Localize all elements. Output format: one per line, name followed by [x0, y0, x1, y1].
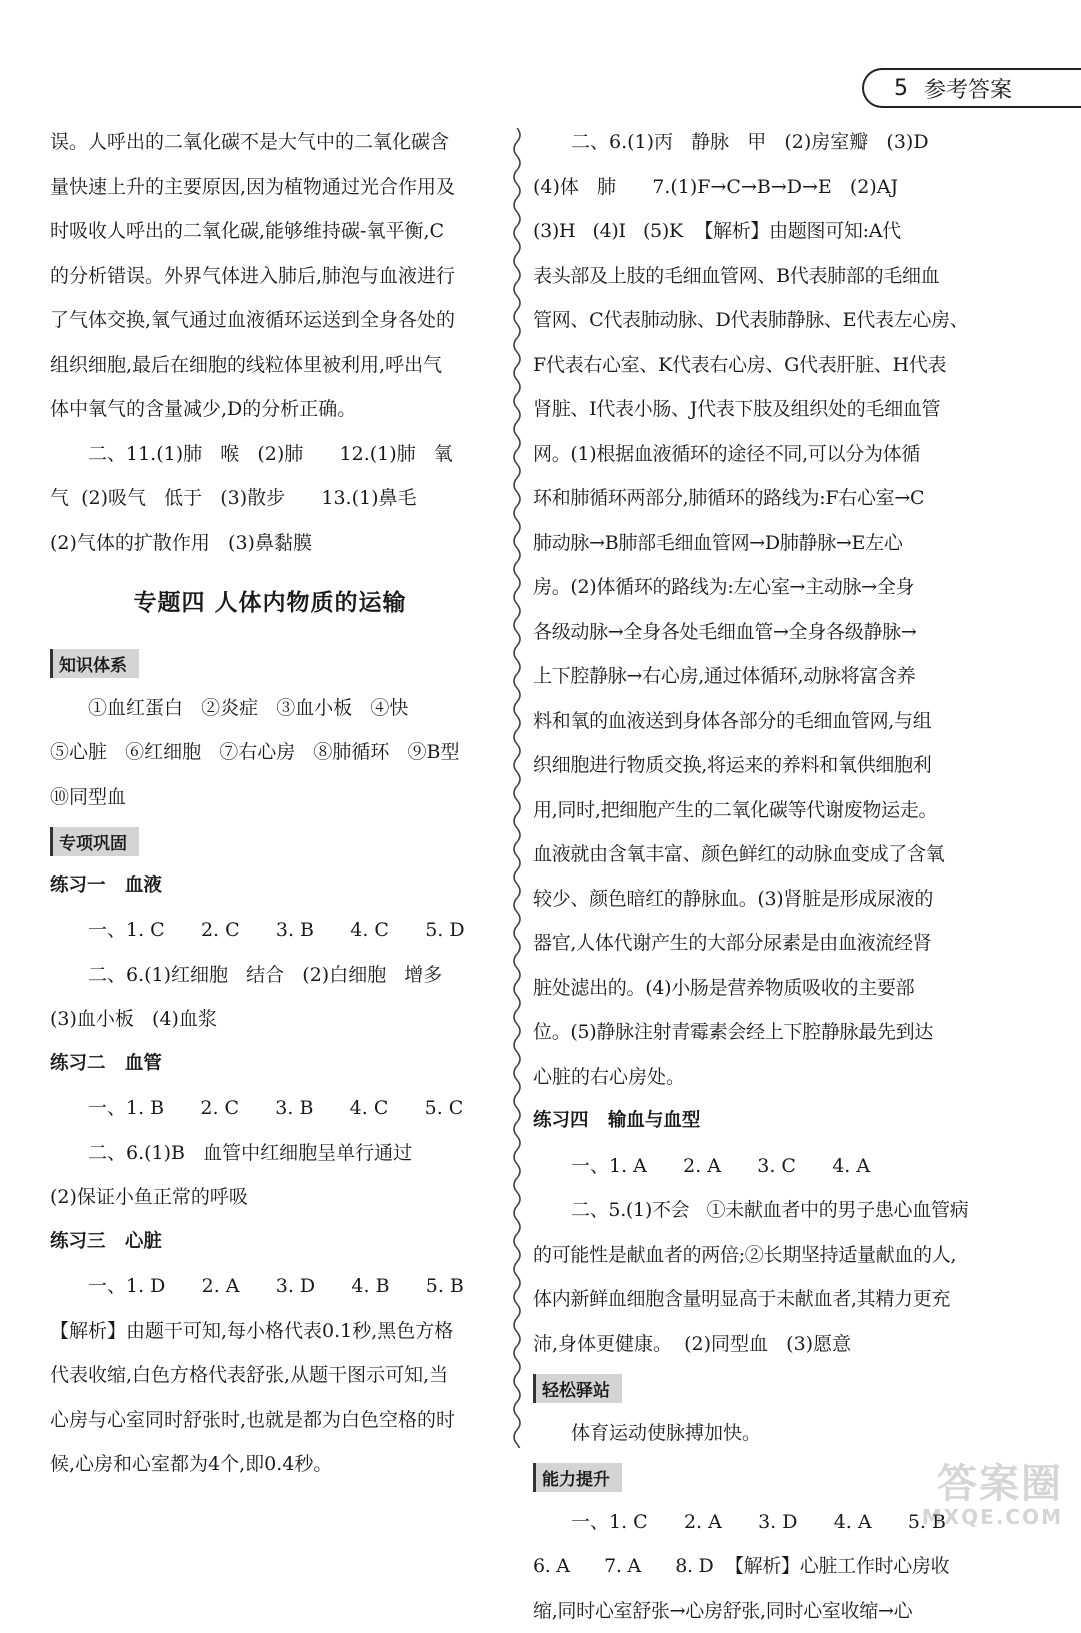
answer-line: (2)保证小鱼正常的呼吸 [50, 1175, 490, 1220]
answer-line: 一、1. B 2. C 3. B 4. C 5. C [50, 1086, 490, 1131]
column-divider [505, 128, 529, 1448]
answer-line: 6. A 7. A 8. D 【解析】心脏工作时心房收 [533, 1544, 983, 1589]
explanation-line: 房。(2)体循环的路线为:左心室→主动脉→全身 [533, 565, 983, 610]
exercise-title: 练习三 心脏 [50, 1220, 490, 1265]
right-column [533, 120, 983, 1633]
answer-line: 一、1. D 2. A 3. D 4. B 5. B [50, 1264, 490, 1309]
answer-line: 一、1. C 2. A 3. D 4. A 5. B [533, 1500, 983, 1545]
answer-line: 二、6.(1)丙 静脉 甲 (2)房室瓣 (3)D [533, 120, 983, 165]
explanation-line: 管网、C代表肺动脉、D代表肺静脉、E代表左心房、 [533, 298, 983, 343]
tag-ability-improvement: 能力提升 [533, 1463, 622, 1492]
text-line: 了气体交换,氧气通过血液循环运送到全身各处的 [50, 298, 490, 343]
knowledge-line: ①血红蛋白 ②炎症 ③血小板 ④快 [50, 686, 490, 731]
answer-line: 二、6.(1)红细胞 结合 (2)白细胞 增多 [50, 953, 490, 998]
page-number: 5 [894, 76, 908, 101]
section-title: 专题四 人体内物质的运输 [50, 565, 490, 641]
explanation-line: 心房与心室同时舒张时,也就是都为白色空格的时 [50, 1398, 490, 1443]
answer-line: 一、1. A 2. A 3. C 4. A [533, 1144, 983, 1189]
watermark-logo-text: 答案圈 [937, 1462, 1063, 1506]
answer-line: 二、6.(1)B 血管中红细胞呈单行通过 [50, 1131, 490, 1176]
answer-line: 二、5.(1)不会 ①未献血者中的男子患心血管病 [533, 1188, 983, 1233]
left-column [50, 120, 490, 1487]
text-line: 的分析错误。外界气体进入肺后,肺泡与血液进行 [50, 254, 490, 299]
explanation-line: 器官,人体代谢产生的大部分尿素是由血液流经肾 [533, 921, 983, 966]
answer-line: 一、1. C 2. C 3. B 4. C 5. D [50, 908, 490, 953]
answer-line: (4)体 肺 7.(1)F→C→B→D→E (2)AJ [533, 165, 983, 210]
answer-line: 体育运动使脉搏加快。 [533, 1411, 983, 1456]
explanation-line: 上下腔静脉→右心房,通过体循环,动脉将富含养 [533, 654, 983, 699]
exercise-title: 练习四 输血与血型 [533, 1099, 983, 1144]
tag-knowledge-system: 知识体系 [50, 649, 139, 678]
answer-line: 的可能性是献血者的两倍;②长期坚持适量献血的人, [533, 1233, 983, 1278]
exercise-title: 练习一 血液 [50, 864, 490, 909]
explanation-line: (3)H (4)I (5)K 【解析】由题图可知:A代 [533, 209, 983, 254]
text-line: 量快速上升的主要原因,因为植物通过光合作用及 [50, 165, 490, 210]
explanation-line: 用,同时,把细胞产生的二氧化碳等代谢废物运走。 [533, 788, 983, 833]
explanation-line: 网。(1)根据血液循环的途径不同,可以分为体循 [533, 432, 983, 477]
text-line: 组织细胞,最后在细胞的线粒体里被利用,呼出气 [50, 343, 490, 388]
answer-line: (3)血小板 (4)血浆 [50, 997, 490, 1042]
answer-line: 缩,同时心室舒张→心房舒张,同时心室收缩→心 [533, 1589, 983, 1633]
explanation-line: 肺动脉→B肺部毛细血管网→D肺静脉→E左心 [533, 521, 983, 566]
explanation-line: F代表右心室、K代表右心房、G代表肝脏、H代表 [533, 343, 983, 388]
answer-line: 二、11.(1)肺 喉 (2)肺 12.(1)肺 氧 [50, 432, 490, 477]
explanation-line: 心脏的右心房处。 [533, 1055, 983, 1100]
explanation-line: 表头部及上肢的毛细血管网、B代表肺部的毛细血 [533, 254, 983, 299]
explanation-line: 较少、颜色暗红的静脉血。(3)肾脏是形成尿液的 [533, 877, 983, 922]
knowledge-line: ⑩同型血 [50, 775, 490, 820]
exercise-title: 练习二 血管 [50, 1042, 490, 1087]
explanation-line: 血液就由含氧丰富、颜色鲜红的动脉血变成了含氧 [533, 832, 983, 877]
site-watermark [893, 1458, 1063, 1528]
header-title: 参考答案 [924, 73, 1012, 104]
watermark-url: MXQE.COM [922, 1506, 1063, 1528]
explanation-line: 织细胞进行物质交换,将运来的养料和氧供细胞利 [533, 743, 983, 788]
tag-easy-station: 轻松驿站 [533, 1374, 622, 1403]
explanation-line: 【解析】由题干可知,每小格代表0.1秒,黑色方格 [50, 1309, 490, 1354]
answer-line: 体内新鲜血细胞含量明显高于未献血者,其精力更充 [533, 1277, 983, 1322]
tag-special-consolidation: 专项巩固 [50, 827, 139, 856]
explanation-line: 候,心房和心室都为4个,即0.4秒。 [50, 1442, 490, 1487]
answer-line: 沛,身体更健康。 (2)同型血 (3)愿意 [533, 1322, 983, 1367]
explanation-line: 各级动脉→全身各处毛细血管→全身各级静脉→ [533, 610, 983, 655]
page-header-tab [862, 68, 1081, 108]
explanation-line: 位。(5)静脉注射青霉素会经上下腔静脉最先到达 [533, 1010, 983, 1055]
explanation-line: 代表收缩,白色方格代表舒张,从题干图示可知,当 [50, 1353, 490, 1398]
explanation-line: 脏处滤出的。(4)小肠是营养物质吸收的主要部 [533, 966, 983, 1011]
explanation-line: 料和氧的血液送到身体各部分的毛细血管网,与组 [533, 699, 983, 744]
text-line: 体中氧气的含量减少,D的分析正确。 [50, 387, 490, 432]
answer-line: 气 (2)吸气 低于 (3)散步 13.(1)鼻毛 [50, 476, 490, 521]
answer-line: (2)气体的扩散作用 (3)鼻黏膜 [50, 521, 490, 566]
text-line: 误。人呼出的二氧化碳不是大气中的二氧化碳含 [50, 120, 490, 165]
text-line: 时吸收人呼出的二氧化碳,能够维持碳-氧平衡,C [50, 209, 490, 254]
explanation-line: 肾脏、I代表小肠、J代表下肢及组织处的毛细血管 [533, 387, 983, 432]
explanation-line: 环和肺循环两部分,肺循环的路线为:F右心室→C [533, 476, 983, 521]
knowledge-line: ⑤心脏 ⑥红细胞 ⑦右心房 ⑧肺循环 ⑨B型 [50, 730, 490, 775]
